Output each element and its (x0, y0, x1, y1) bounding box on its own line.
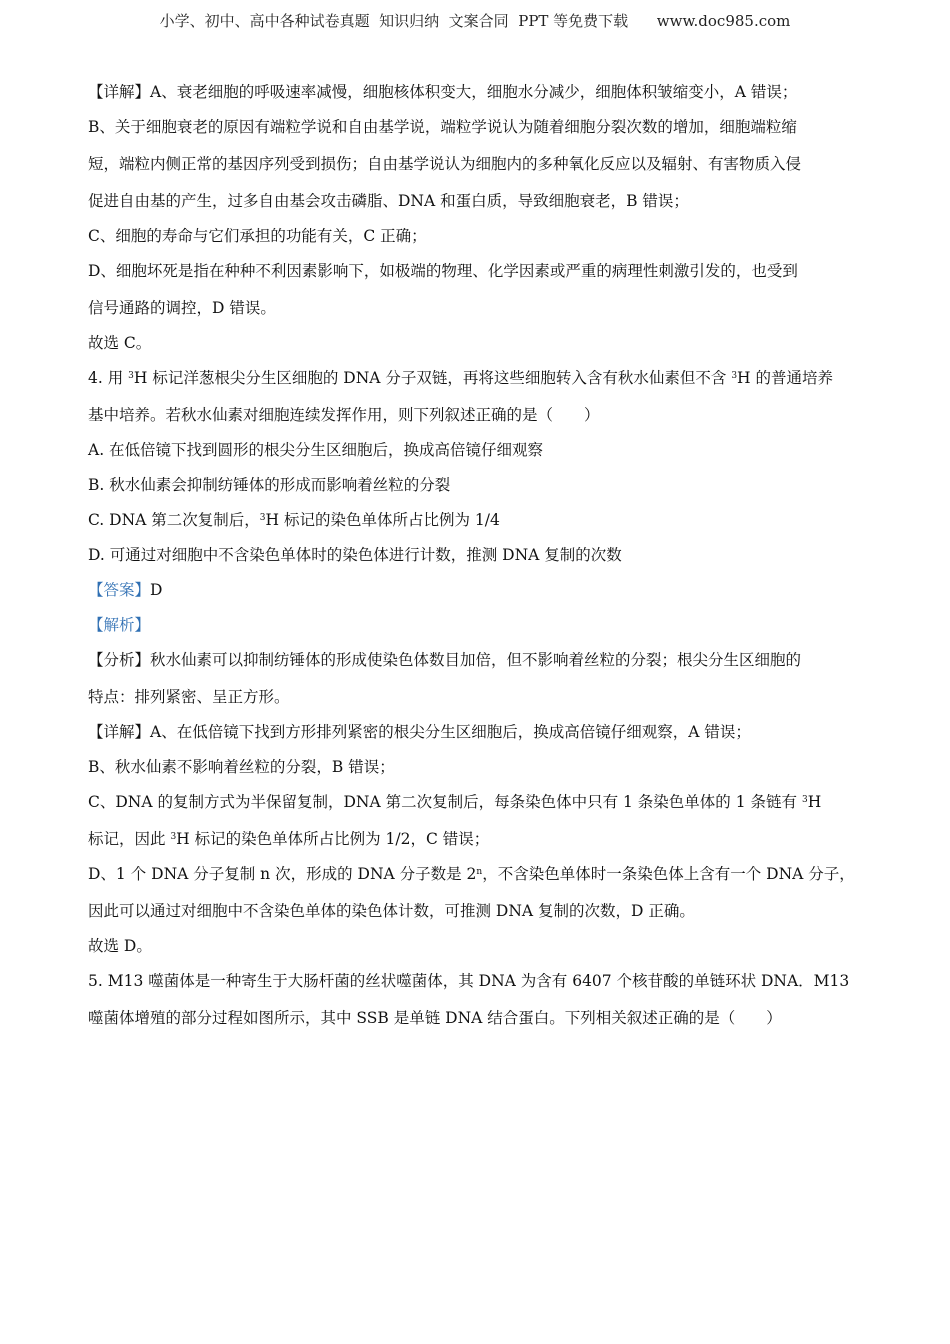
text-span: H 标记的染色单体所占比例为 1/2，C 错误； (176, 830, 490, 848)
text-span: 标记，因此 (88, 830, 171, 848)
question-5-stem: 5. M13 噬菌体是一种寄生于大肠杆菌的丝状噬菌体，其 DNA 为含有 6407 个核苷酸的单链环状 DNA．M13 (88, 972, 850, 990)
text-line: C、细胞的寿命与它们承担的功能有关，C 正确； (88, 227, 427, 245)
option-d: D. 可通过对细胞中不含染色单体时的染色体进行计数，推测 DNA 复制的次数 (88, 546, 622, 564)
answer-label: 【答案】 (88, 581, 151, 599)
text-line: 特点：排列紧密、呈正方形。 (88, 688, 290, 706)
text-span: ，不含染色单体时一条染色体上含有一个 DNA 分子， (482, 865, 855, 883)
question-4-stem (88, 364, 878, 401)
answer-value: D (150, 581, 163, 599)
text-line: 【详解】A、在低倍镜下找到方形排列紧密的根尖分生区细胞后，换成高倍镜仔细观察，A 错误； (88, 723, 751, 741)
text-line: 故选 C。 (88, 334, 152, 352)
text-line: 基中培养。若秋水仙素对细胞连续发挥作用，则下列叙述正确的是（ ） (88, 406, 600, 424)
option-a: A. 在低倍镜下找到圆形的根尖分生区细胞后，换成高倍镜仔细观察 (88, 441, 544, 459)
text-line: 【详解】A、衰老细胞的呼吸速率减慢，细胞核体积变大，细胞水分减少，细胞体积皱缩变小，A 错误； (88, 83, 798, 101)
text-line: B、秋水仙素不影响着丝粒的分裂，B 错误； (88, 758, 395, 776)
text-line: 噬菌体增殖的部分过程如图所示，其中 SSB 是单链 DNA 结合蛋白。下列相关叙述正确的是（ ） (88, 1009, 782, 1027)
text-span: C. DNA 第二次复制后， (88, 511, 260, 529)
text-line (88, 825, 878, 860)
text-line: 【分析】秋水仙素可以抑制纺锤体的形成使染色体数目加倍，但不影响着丝粒的分裂；根尖分生区细胞的 (88, 651, 802, 669)
text-line (88, 788, 878, 825)
option-b: B. 秋水仙素会抑制纺锤体的形成而影响着丝粒的分裂 (88, 476, 451, 494)
text-span: D、1 个 DNA 分子复制 n 次，形成的 DNA 分子数是 2 (88, 865, 477, 883)
option-c (88, 506, 878, 541)
answer-line (88, 576, 878, 611)
text-span: 4. 用 (88, 369, 129, 387)
text-line: D、细胞坏死是指在种种不利因素影响下，如极端的物理、化学因素或严重的病理性刺激引发的，也受到 (88, 262, 798, 280)
superscript: 3 (128, 371, 134, 381)
text-span: H 的普通培养 (737, 369, 833, 387)
text-line: B、关于细胞衰老的原因有端粒学说和自由基学说，端粒学说认为随着细胞分裂次数的增加，细胞端粒缩 (88, 118, 797, 136)
text-span: H (807, 793, 822, 811)
analysis-label: 【解析】 (88, 616, 151, 634)
text-line (88, 860, 878, 897)
text-line: 促进自由基的产生，过多自由基会攻击磷脂、DNA 和蛋白质，导致细胞衰老，B 错误； (88, 192, 689, 210)
superscript: 3 (170, 832, 177, 842)
superscript: 3 (731, 371, 738, 381)
superscript: n (476, 867, 483, 877)
text-span: H 标记的染色单体所占比例为 1/4 (265, 511, 500, 529)
page-header: 小学、初中、高中各种试卷真题 知识归纳 文案合同 PPT 等免费下载 www.doc985.com (159, 12, 791, 30)
text-line: 故选 D。 (88, 937, 152, 955)
text-span: C、DNA 的复制方式为半保留复制，DNA 第二次复制后，每条染色体中只有 1 条染色单体的 1 条链有 (88, 793, 802, 811)
superscript: 3 (801, 795, 808, 805)
superscript: 3 (259, 513, 266, 523)
text-line: 短，端粒内侧正常的基因序列受到损伤；自由基学说认为细胞内的多种氧化反应以及辐射、有害物质入侵 (88, 155, 802, 173)
text-span: H 标记洋葱根尖分生区细胞的 DNA 分子双链，再将这些细胞转入含有秋水仙素但不含 (133, 369, 732, 387)
text-line: 信号通路的调控，D 错误。 (88, 299, 276, 317)
text-line: 因此可以通过对细胞中不含染色单体的染色体计数，可推测 DNA 复制的次数，D 正确。 (88, 902, 695, 920)
document-body (88, 78, 878, 1039)
